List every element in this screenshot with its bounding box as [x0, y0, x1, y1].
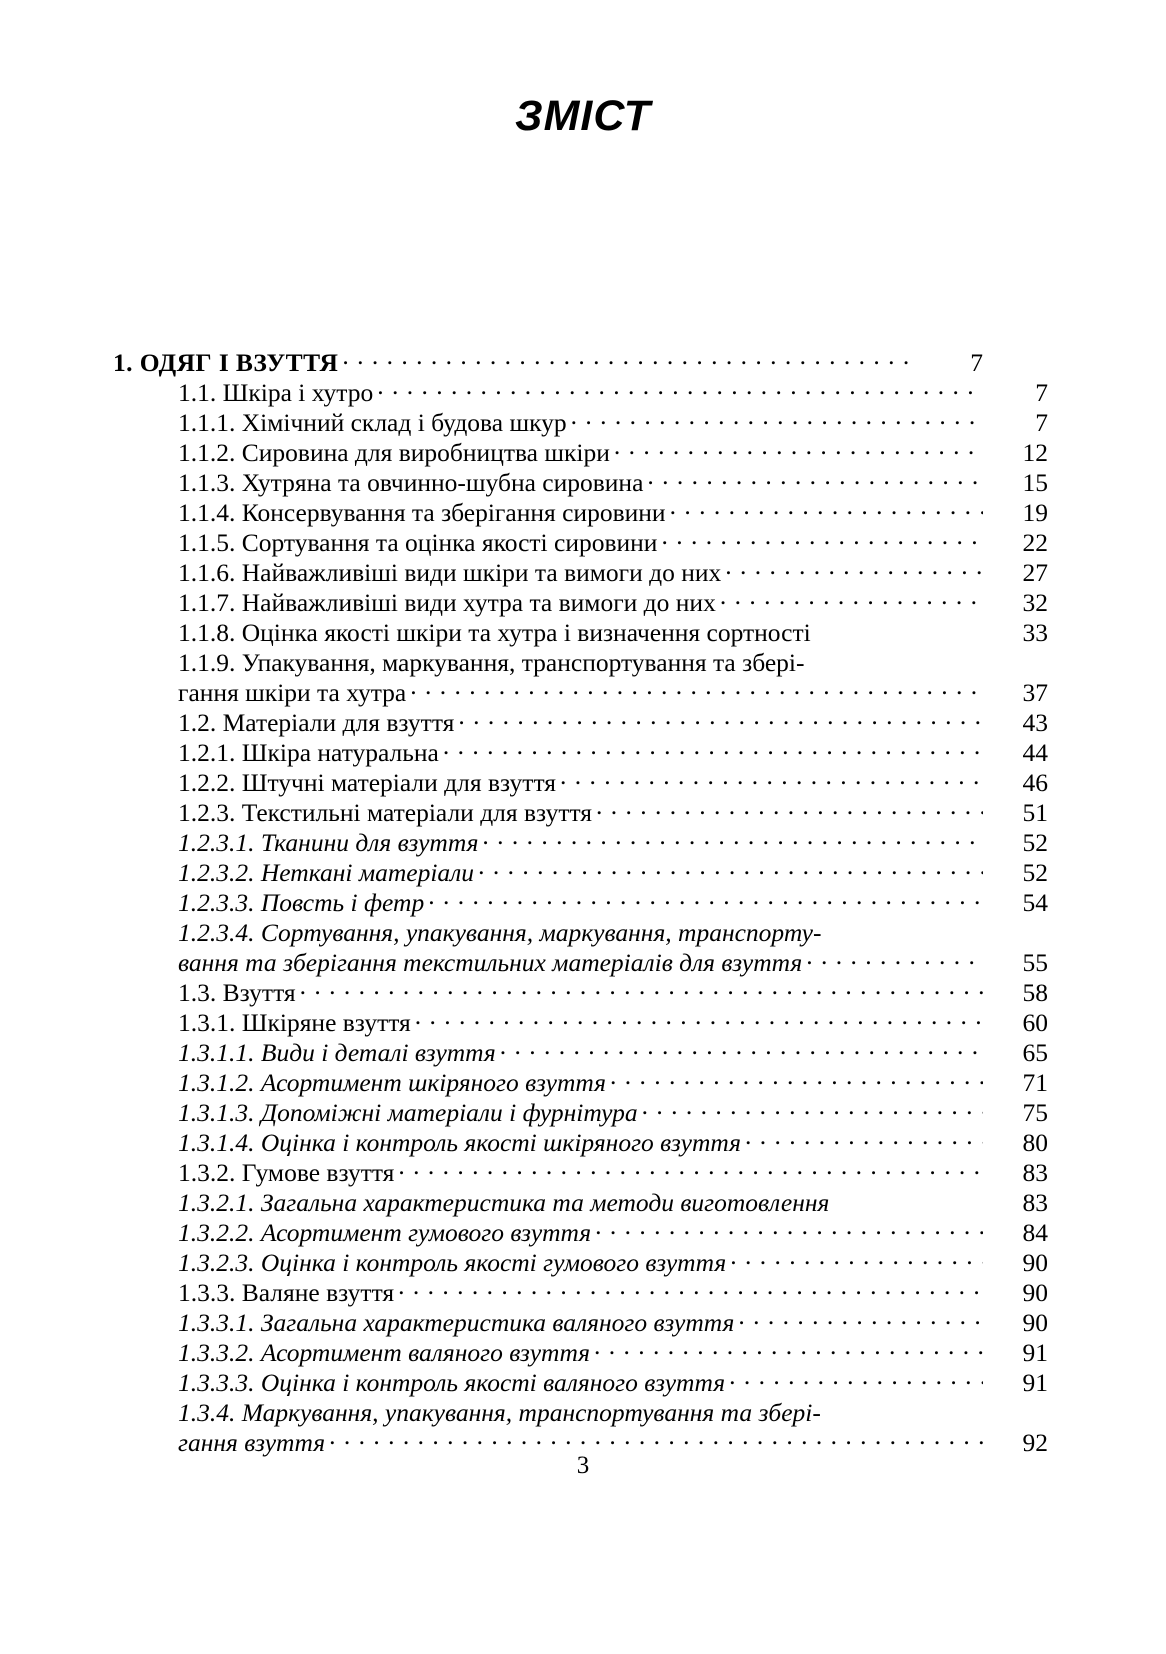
toc-entry-label: гання взуття [178, 1427, 326, 1457]
page-folio-number: 3 [576, 1452, 590, 1479]
toc-entry-page-number: 15 [1022, 467, 1048, 497]
toc-entry-page-number: 90 [1022, 1247, 1048, 1277]
toc-leader-dots [500, 1035, 983, 1061]
toc-leader-dots [725, 555, 983, 581]
toc-leader-dots [329, 1425, 983, 1451]
toc-entry-label: 1.3.1. Шкіряне взуття [178, 1007, 411, 1037]
toc-leader-dots [482, 825, 983, 851]
toc-entry[interactable] [178, 495, 1048, 525]
toc-entry[interactable] [178, 825, 1048, 855]
toc-entry-label: 1.2.1. Шкіра натуральна [178, 737, 439, 767]
toc-leader-dots [443, 735, 983, 761]
toc-entry[interactable] [178, 885, 1048, 915]
toc-entry-label: 1.1.9. Упакування, маркування, транспортування та збері- [178, 647, 805, 677]
toc-leader-dots [661, 525, 983, 551]
toc-entry-page-number: 19 [1022, 497, 1048, 527]
toc-entry-page-number: 54 [1022, 887, 1048, 917]
toc-entry-label: 1.2.3. Текстильні матеріали для взуття [178, 797, 593, 827]
toc-entry[interactable] [178, 675, 1048, 705]
toc-entry-label: 1.1.6. Найважливіші види шкіри та вимоги до них [178, 557, 722, 587]
toc-entry-page-number: 60 [1022, 1007, 1048, 1037]
toc-entry-label: вання та зберігання текстильних матеріалів для взуття [178, 947, 803, 977]
toc-entry[interactable] [178, 945, 1048, 975]
toc-entry-label: 1.1.3. Хутряна та овчинно-шубна сировина [178, 467, 644, 497]
toc-entry-page-number: 80 [1022, 1127, 1048, 1157]
toc-entry[interactable] [178, 855, 1048, 885]
toc-entry-page-number: 37 [1022, 677, 1048, 707]
toc-entry[interactable] [178, 1065, 1048, 1095]
toc-entry-page-number: 22 [1022, 527, 1048, 557]
toc-leader-dots [458, 705, 983, 731]
toc-entry-page-number: 91 [1022, 1367, 1048, 1397]
toc-entry-page-number: 83 [1022, 1157, 1048, 1187]
toc-leader-dots [428, 885, 983, 911]
toc-entry[interactable] [178, 1305, 1048, 1335]
toc-entry[interactable] [178, 1035, 1048, 1065]
toc-entry-page-number: 27 [1022, 557, 1048, 587]
toc-entry[interactable] [178, 1155, 1048, 1185]
toc-leader-dots [815, 615, 983, 641]
toc-entry-label: 1.3.1.4. Оцінка і контроль якості шкіряного взуття [178, 1127, 741, 1157]
toc-leader-dots [729, 1365, 983, 1391]
toc-entry-page-number: 43 [1022, 707, 1048, 737]
toc-entry-page-number: 7 [1035, 407, 1048, 437]
toc-entry-page-number: 84 [1022, 1217, 1048, 1247]
toc-leader-dots [415, 1005, 983, 1031]
toc-entry-page-number: 12 [1022, 437, 1048, 467]
toc-leader-dots [594, 1335, 983, 1361]
toc-entry-page-number: 46 [1022, 767, 1048, 797]
toc-leader-dots [647, 465, 983, 491]
toc-entry-page-number: 58 [1022, 977, 1048, 1007]
toc-leader-dots [398, 1155, 983, 1181]
toc-entry-label: 1.3.1.2. Асортимент шкіряного взуття [178, 1067, 606, 1097]
toc-entry-page-number: 75 [1022, 1097, 1048, 1127]
toc-entry-label: 1.3. Взуття [178, 977, 296, 1007]
toc-leader-dots [478, 855, 983, 881]
toc-entry[interactable] [178, 465, 1048, 495]
toc-entry-label: 1.3.3.1. Загальна характеристика валяного взуття [178, 1307, 735, 1337]
toc-entry[interactable] [178, 1125, 1048, 1155]
toc-entry-label: 1. ОДЯГ І ВЗУТТЯ [113, 347, 339, 377]
toc-leader-dots [398, 1275, 983, 1301]
toc-entry-label: 1.1.5. Сортування та оцінка якості сировини [178, 527, 658, 557]
toc-entry[interactable] [178, 975, 1048, 1005]
toc-entry[interactable] [178, 1275, 1048, 1305]
toc-entry[interactable] [178, 735, 1048, 765]
toc-entry[interactable] [178, 915, 1048, 945]
toc-entry-page-number: 51 [1022, 797, 1048, 827]
toc-entry[interactable] [178, 1335, 1048, 1365]
toc-leader-dots [596, 795, 983, 821]
toc-entry-label: 1.2.3.4. Сортування, упакування, маркування, транспорту- [178, 917, 822, 947]
toc-entry[interactable] [178, 525, 1048, 555]
toc-entry[interactable] [178, 435, 1048, 465]
toc-leader-dots [642, 1095, 983, 1121]
toc-leader-dots [610, 1065, 983, 1091]
page-title: ЗМІСТ [514, 92, 652, 140]
table-of-contents [113, 345, 1048, 1457]
toc-leader-dots [730, 1245, 983, 1271]
toc-entry[interactable] [178, 1365, 1048, 1395]
toc-entry[interactable] [178, 615, 1048, 645]
toc-entry-page-number: 65 [1022, 1037, 1048, 1067]
toc-entry-page-number: 7 [970, 347, 983, 377]
toc-entry-label: 1.3.3.2. Асортимент валяного взуття [178, 1337, 591, 1367]
toc-entry-page-number: 44 [1022, 737, 1048, 767]
toc-entry[interactable] [178, 1425, 1048, 1455]
toc-entry[interactable] [178, 705, 1048, 735]
toc-leader-dots [825, 915, 983, 941]
toc-entry[interactable] [178, 375, 1048, 405]
toc-entry-label: 1.1.4. Консервування та зберігання сировини [178, 497, 666, 527]
toc-entry-label: 1.3.4. Маркування, упакування, транспортування та збері- [178, 1397, 821, 1427]
toc-entry-label: 1.1.7. Найважливіші види хутра та вимоги до них [178, 587, 716, 617]
toc-entry-label: 1.3.2.2. Асортимент гумового взуття [178, 1217, 592, 1247]
toc-entry-page-number: 55 [1022, 947, 1048, 977]
toc-entry-page-number: 91 [1022, 1337, 1048, 1367]
toc-leader-dots [571, 405, 983, 431]
toc-entry[interactable] [178, 795, 1048, 825]
toc-entry-label: 1.3.2. Гумове взуття [178, 1157, 395, 1187]
toc-leader-dots [670, 495, 983, 521]
toc-entry-label: 1.1.8. Оцінка якості шкіри та хутра і визначення сортності [178, 617, 811, 647]
toc-leader-dots [595, 1215, 983, 1241]
toc-entry-page-number: 90 [1022, 1307, 1048, 1337]
toc-entry-label: 1.3.3. Валяне взуття [178, 1277, 395, 1307]
toc-entry-page-number: 71 [1022, 1067, 1048, 1097]
toc-entry[interactable] [113, 345, 983, 375]
toc-entry[interactable] [178, 1095, 1048, 1125]
toc-entry-label: 1.2.2. Штучні матеріали для взуття [178, 767, 556, 797]
toc-entry[interactable] [178, 765, 1048, 795]
toc-entry-label: 1.3.2.3. Оцінка і контроль якості гумового взуття [178, 1247, 727, 1277]
toc-leader-dots [560, 765, 983, 791]
toc-entry-label: 1.1.2. Сировина для виробництва шкіри [178, 437, 610, 467]
toc-entry-label: 1.1. Шкіра і хутро [178, 377, 374, 407]
toc-entry[interactable] [178, 585, 1048, 615]
toc-leader-dots [720, 585, 983, 611]
toc-entry-page-number: 33 [1022, 617, 1048, 647]
toc-entry-label: 1.2.3.3. Повсть і фетр [178, 887, 425, 917]
toc-leader-dots [825, 1395, 983, 1421]
toc-entry-label: 1.1.1. Хімічний склад і будова шкур [178, 407, 567, 437]
toc-leader-dots [614, 435, 983, 461]
toc-entry[interactable] [178, 405, 1048, 435]
toc-entry-page-number: 90 [1022, 1277, 1048, 1307]
toc-leader-dots [738, 1305, 983, 1331]
toc-entry-label: 1.3.3.3. Оцінка і контроль якості валяного взуття [178, 1367, 726, 1397]
toc-entry-label: 1.2.3.2. Нетканi матеріали [178, 857, 475, 887]
toc-leader-dots [808, 645, 983, 671]
toc-leader-dots [342, 345, 918, 371]
toc-leader-dots [806, 945, 983, 971]
toc-entry-page-number: 92 [1022, 1427, 1048, 1457]
toc-entry-page-number: 52 [1022, 827, 1048, 857]
toc-leader-dots [833, 1185, 983, 1211]
toc-entry[interactable] [178, 1245, 1048, 1275]
toc-entry[interactable] [178, 1395, 1048, 1425]
toc-entry[interactable] [178, 1215, 1048, 1245]
toc-entry-label: 1.3.1.3. Допоміжні матеріали і фурнітура [178, 1097, 638, 1127]
toc-leader-dots [745, 1125, 983, 1151]
toc-entry-page-number: 32 [1022, 587, 1048, 617]
toc-entry[interactable] [178, 645, 1048, 675]
toc-entry[interactable] [178, 1185, 1048, 1215]
toc-entry-page-number: 7 [1035, 377, 1048, 407]
toc-entry[interactable] [178, 1005, 1048, 1035]
toc-entry-label: 1.3.1.1. Види і деталі взуття [178, 1037, 496, 1067]
toc-leader-dots [410, 675, 983, 701]
toc-entry-label: 1.2.3.1. Тканини для взуття [178, 827, 479, 857]
toc-entry-label: гання шкіри та хутра [178, 677, 407, 707]
toc-leader-dots [300, 975, 983, 1001]
toc-entry-page-number: 83 [1022, 1187, 1048, 1217]
toc-leader-dots [377, 375, 983, 401]
toc-entry-label: 1.3.2.1. Загальна характеристика та методи виготовлення [178, 1187, 830, 1217]
toc-entry-label: 1.2. Матеріали для взуття [178, 707, 455, 737]
toc-entry[interactable] [178, 555, 1048, 585]
toc-entry-page-number: 52 [1022, 857, 1048, 887]
